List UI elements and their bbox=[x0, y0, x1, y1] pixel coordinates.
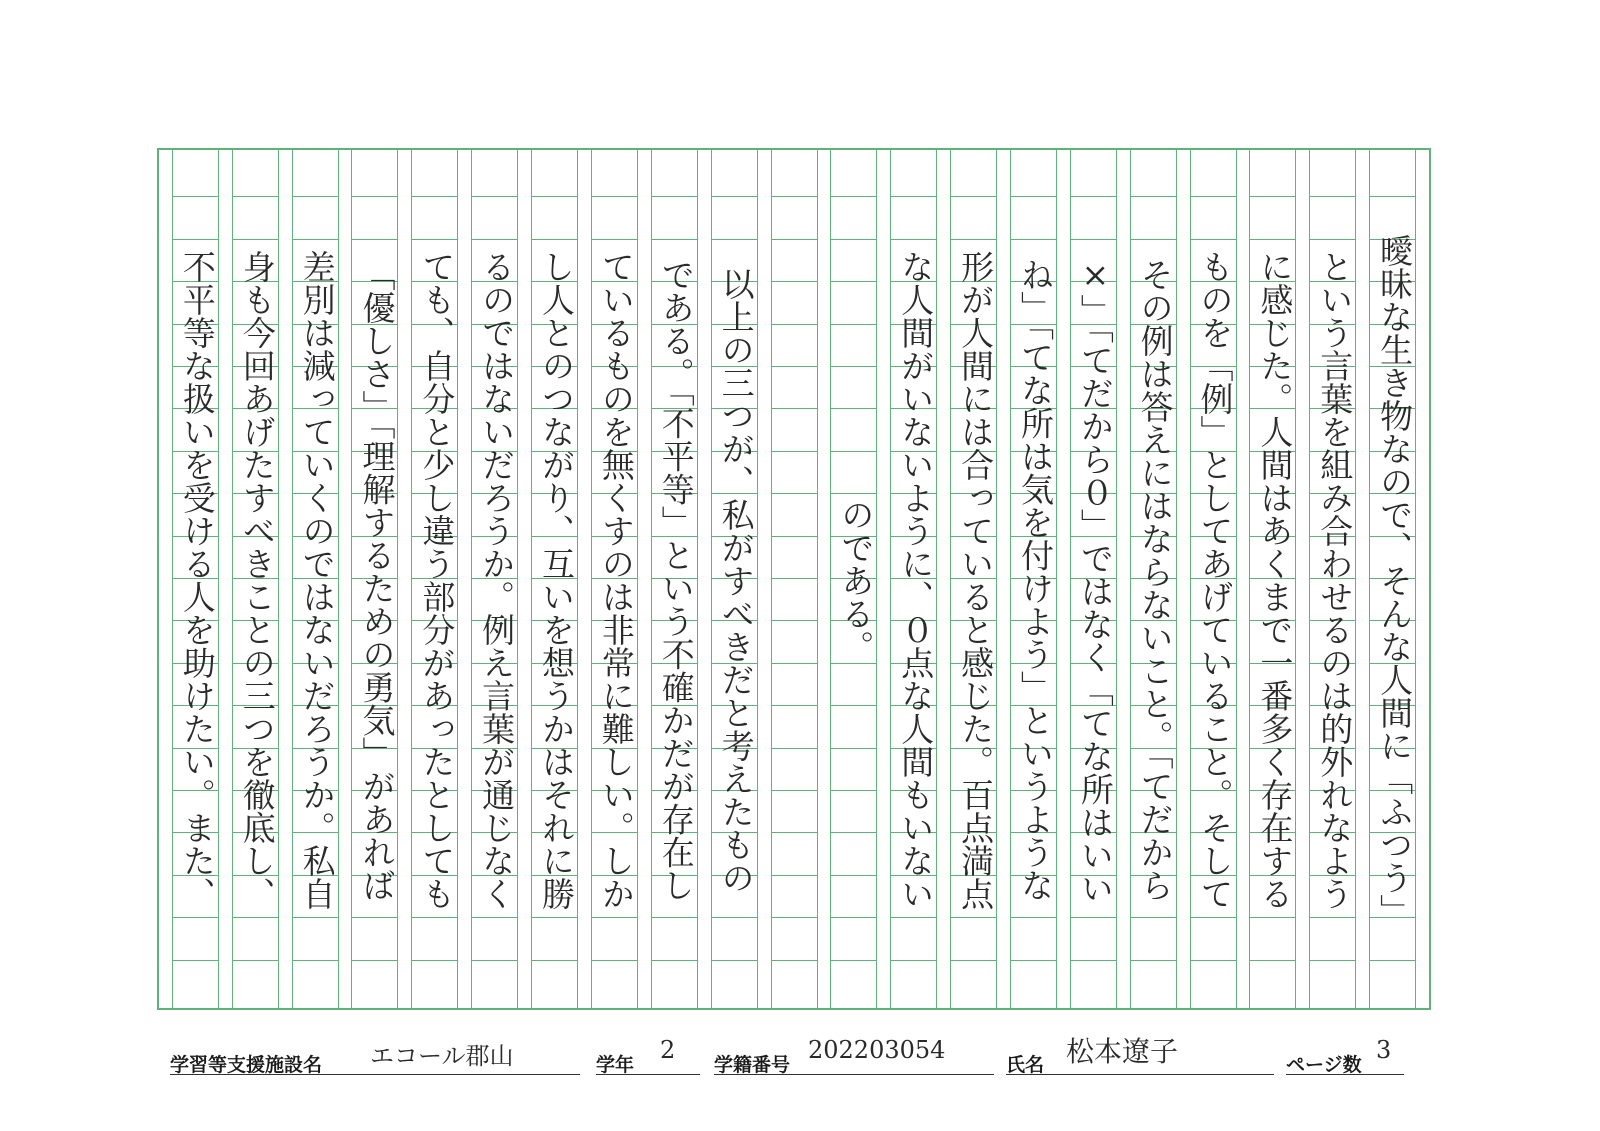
column-text: 曖昧な生き物なので、そんな人間に「ふつう」 bbox=[1375, 233, 1415, 927]
manuscript-column bbox=[1249, 150, 1296, 1008]
column-text: という言葉を組み合わせるのは的外れなよう bbox=[1315, 250, 1355, 910]
column-text: に感じた。人間はあくまで一番多く存在する bbox=[1255, 250, 1295, 910]
manuscript-column bbox=[711, 150, 758, 1008]
student-id-underline bbox=[714, 1074, 994, 1075]
page-count-underline bbox=[1286, 1074, 1404, 1075]
manuscript-column bbox=[950, 150, 997, 1008]
column-text: その例は答えにはならないこと。「てだから bbox=[1135, 258, 1175, 902]
manuscript-column bbox=[531, 150, 578, 1008]
column-text: 「優しさ」「理解するための勇気」があれば bbox=[357, 258, 397, 902]
grade-value: 2 bbox=[660, 1036, 676, 1064]
column-text: し人とのつながり、互いを想うかはそれに勝 bbox=[537, 250, 577, 910]
manuscript-column bbox=[1130, 150, 1177, 1008]
manuscript-column bbox=[890, 150, 937, 1008]
column-text: のである。 bbox=[836, 497, 876, 663]
column-text: な人間がいないように、０点な人間もいない bbox=[896, 250, 936, 910]
grade-underline bbox=[596, 1074, 700, 1075]
column-text: 差別は減っていくのではないだろうか。私自 bbox=[297, 250, 337, 910]
manuscript-column bbox=[1190, 150, 1237, 1008]
column-text: 身も今回あげたすべきことの三つを徹底し、 bbox=[237, 250, 277, 910]
name-value: 松本遼子 bbox=[1066, 1035, 1179, 1068]
manuscript-column bbox=[771, 150, 818, 1008]
manuscript-column bbox=[830, 150, 877, 1008]
column-text: るのではないだろうか。例え言葉が通じなく bbox=[477, 250, 517, 910]
student-id-value: 202203054 bbox=[808, 1036, 946, 1064]
manuscript-grid bbox=[157, 148, 1431, 1010]
facility-label: 学習等支援施設名 bbox=[170, 1055, 323, 1076]
manuscript-column bbox=[351, 150, 398, 1008]
manuscript-column bbox=[292, 150, 339, 1008]
facility-underline bbox=[170, 1074, 580, 1075]
column-text: ×」「てだから０」ではなく「てな所はいい bbox=[1075, 255, 1115, 905]
grade-label: 学年 bbox=[596, 1055, 635, 1076]
student-id-label: 学籍番号 bbox=[714, 1055, 791, 1076]
column-text: 不平等な扱いを受ける人を助けたい。また、 bbox=[177, 250, 217, 910]
manuscript-column bbox=[1369, 150, 1416, 1008]
name-underline bbox=[1006, 1074, 1274, 1075]
column-text bbox=[772, 154, 817, 1006]
manuscript-column bbox=[232, 150, 279, 1008]
manuscript-column bbox=[1309, 150, 1356, 1008]
manuscript-column bbox=[411, 150, 458, 1008]
column-text: である。「不平等」という不確かだが存在し bbox=[656, 258, 696, 902]
page-count-value: 3 bbox=[1376, 1036, 1392, 1064]
manuscript-column bbox=[591, 150, 638, 1008]
column-text: 形が人間には合っていると感じた。百点満点 bbox=[956, 250, 996, 910]
manuscript-column bbox=[471, 150, 518, 1008]
manuscript-column bbox=[1010, 150, 1057, 1008]
facility-value: エコール郡山 bbox=[370, 1042, 514, 1070]
column-text: ものを「例」としてあげていること。そして bbox=[1195, 250, 1235, 910]
page-count-label: ページ数 bbox=[1286, 1055, 1362, 1076]
column-text: ているものを無くすのは非常に難しい。しか bbox=[596, 250, 636, 910]
name-label: 氏名 bbox=[1006, 1055, 1045, 1076]
column-text: 以上の三つが、私がすべきだと考えたもの bbox=[716, 266, 756, 894]
column-text: ても、自分と少し違う部分があったとしても bbox=[417, 250, 457, 910]
column-text: ね」「てな所は気を付けよう」というような bbox=[1015, 258, 1055, 902]
manuscript-column bbox=[651, 150, 698, 1008]
manuscript-column bbox=[1070, 150, 1117, 1008]
manuscript-column bbox=[172, 150, 219, 1008]
